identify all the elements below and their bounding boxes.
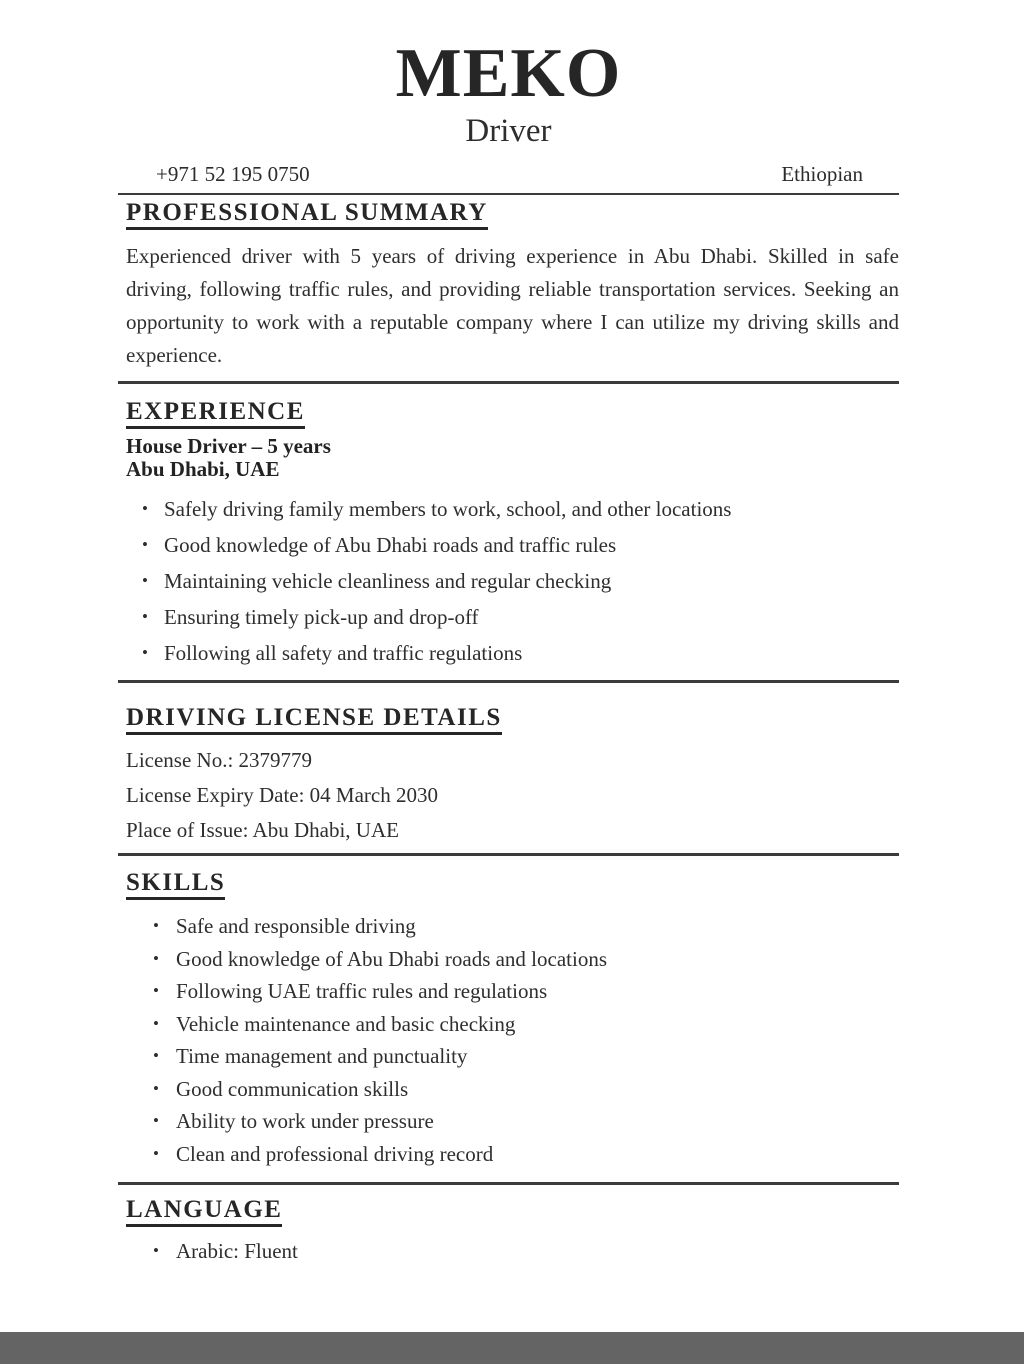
section-heading-skills: SKILLS [118,870,899,900]
experience-location: Abu Dhabi, UAE [126,457,280,481]
list-item [118,1138,899,1171]
experience-bullet-text: Safely driving family members to work, school, and other locations [164,497,732,521]
language-bullet-text: Arabic: Fluent [176,1239,298,1263]
bullet-icon: • [153,1013,159,1033]
bullet-icon: • [153,1046,159,1065]
license-details [118,743,899,848]
nationality: Ethiopian [781,162,863,186]
footer-gray-bar [0,1332,1024,1364]
section-heading-experience: EXPERIENCE [118,399,899,429]
list-item [118,527,899,563]
list-item [118,1040,899,1073]
bullet-icon: • [153,948,159,968]
bullet-icon: • [153,1111,159,1130]
bullet-icon: • [142,571,148,590]
skill-bullet-text: Time management and punctuality [176,1044,468,1068]
bullet-icon: • [142,535,148,554]
license-expiry: License Expiry Date: 04 March 2030 [126,783,438,807]
skill-bullet-text: Safe and responsible driving [176,914,416,938]
phone-number: +971 52 195 0750 [156,162,310,186]
bullet-icon: • [142,499,148,518]
list-item [118,1008,899,1041]
section-heading-summary: PROFESSIONAL SUMMARY [118,200,899,230]
skills-bullet-list [118,910,899,1170]
contact-row [118,162,899,186]
list-item [118,635,899,671]
divider-skills [118,1182,899,1185]
experience-bullet-list [118,491,899,671]
divider-header [118,193,899,195]
list-item [118,975,899,1008]
bullet-icon: • [142,607,148,626]
experience-bullet-text: Following all safety and traffic regulations [164,641,523,665]
candidate-job-title: Driver [465,113,552,149]
list-item [118,563,899,599]
skill-bullet-text: Good knowledge of Abu Dhabi roads and locations [176,946,608,971]
bullet-icon: • [153,981,159,1000]
divider-license [118,853,899,856]
bullet-icon: • [153,916,159,935]
skill-bullet-text: Vehicle maintenance and basic checking [176,1011,516,1036]
list-item [118,1235,899,1267]
list-item [118,599,899,635]
bullet-icon: • [153,1143,159,1163]
skill-bullet-text: Ability to work under pressure [176,1109,434,1133]
skill-bullet-text: Clean and professional driving record [176,1141,494,1166]
bullet-icon: • [153,1241,159,1260]
bullet-icon: • [142,643,148,662]
divider-summary [118,381,899,384]
list-item [118,910,899,943]
skill-bullet-text: Good communication skills [176,1076,409,1101]
list-item [118,491,899,527]
license-number: License No.: 2379779 [126,748,313,772]
experience-job-title: House Driver – 5 years [126,434,331,458]
list-item [118,1073,899,1106]
list-item [118,1105,899,1138]
resume-content [118,0,899,1267]
experience-bullet-text: Ensuring timely pick-up and drop-off [164,605,479,629]
license-place-of-issue: Place of Issue: Abu Dhabi, UAE [126,818,399,842]
language-bullet-list [118,1235,899,1267]
experience-bullet-text: Good knowledge of Abu Dhabi roads and traffic rules [164,533,617,557]
divider-experience [118,680,899,683]
skill-bullet-text: Following UAE traffic rules and regulations [176,979,548,1003]
bullet-icon: • [153,1078,159,1098]
summary-paragraph: Experienced driver with 5 years of driving experience in Abu Dhabi. Skilled in safe driving, following traffic rules, and providing reliable transportation services. Seeking an opportunity to work with a reputable company where I can utilize my driving skills and experience. [126,244,899,367]
list-item [118,943,899,976]
section-heading-language: LANGUAGE [118,1197,899,1227]
experience-bullet-text: Maintaining vehicle cleanliness and regular checking [164,569,612,593]
section-heading-license: DRIVING LICENSE DETAILS [118,705,899,735]
candidate-name: MEKO [395,35,622,112]
